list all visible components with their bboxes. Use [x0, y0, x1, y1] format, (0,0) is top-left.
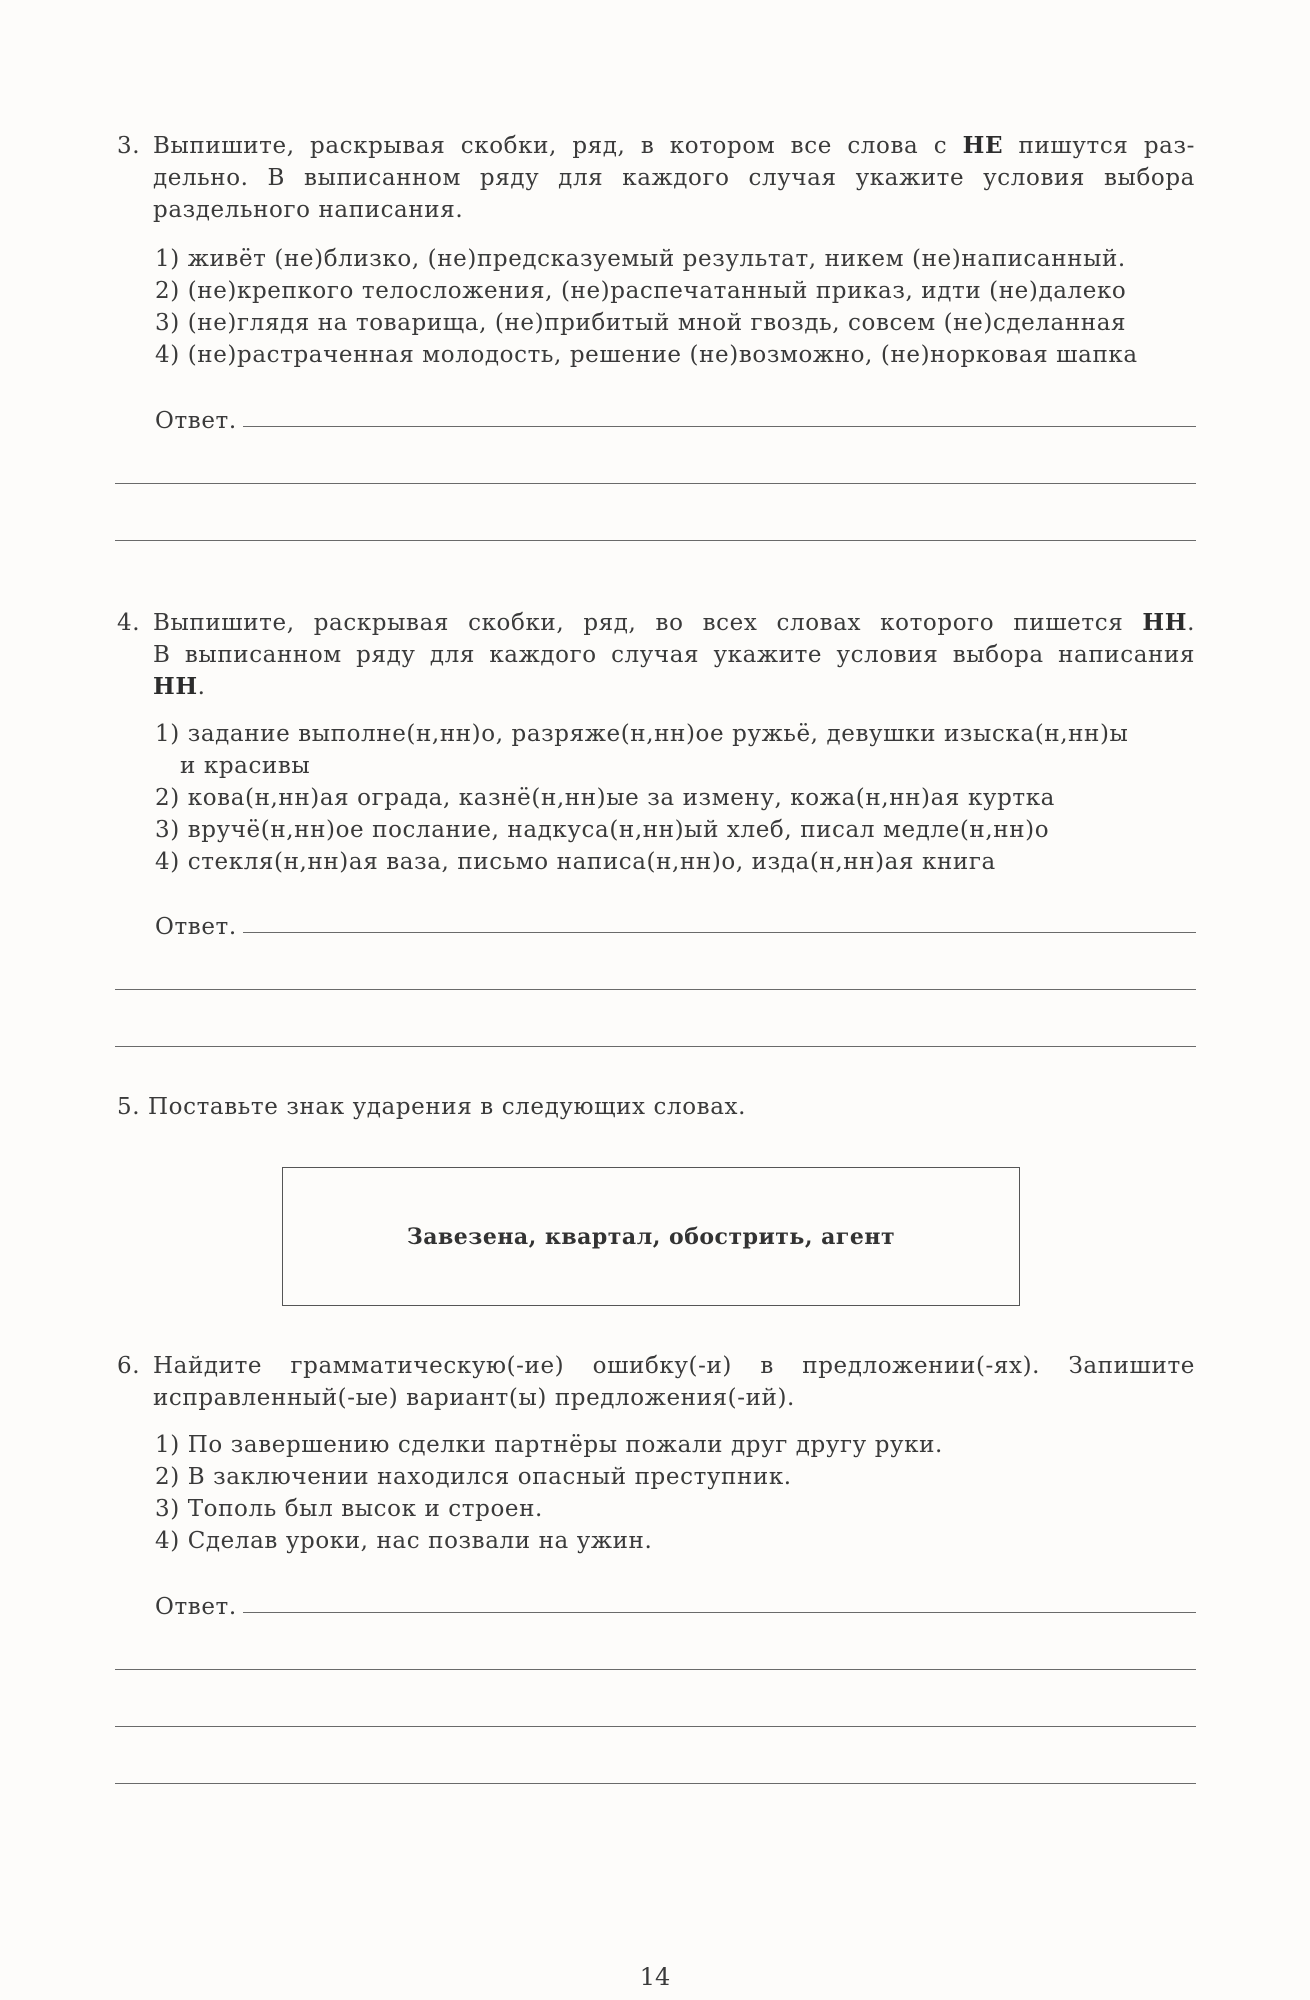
- task-3-answer-line-1[interactable]: [243, 426, 1196, 427]
- task-4-answer-label: Ответ.: [155, 914, 237, 940]
- task-3-option-2: 2) (не)крепкого телосложения, (не)распечатанный приказ, идти (не)далеко: [155, 278, 1127, 304]
- task-4-prompt-line-3: НН.: [153, 673, 206, 700]
- task-4-prompt-line-1: Выпишите, раскрывая скобки, ряд, во всех словах которого пишется НН.: [153, 609, 1195, 636]
- task-6-answer-line-1[interactable]: [243, 1612, 1196, 1613]
- task-6-answer-label: Ответ.: [155, 1594, 237, 1620]
- task-6-prompt-line-2: исправленный(-ые) вариант(ы) предложения(-ий).: [153, 1385, 795, 1411]
- task-4-option-1-cont: и красивы: [180, 753, 311, 779]
- task-5-number: 5.: [117, 1094, 141, 1120]
- task-4-answer-line-1[interactable]: [243, 932, 1196, 933]
- task-6-number: 6.: [117, 1353, 141, 1379]
- task-6-option-4: 4) Сделав уроки, нас позвали на ужин.: [155, 1528, 653, 1554]
- task-3-option-1: 1) живёт (не)близко, (не)предсказуемый результат, никем (не)написанный.: [155, 246, 1126, 272]
- stress-words: Завезена, квартал, обострить, агент: [406, 1223, 896, 1250]
- task-3-answer-label: Ответ.: [155, 408, 237, 434]
- task-4-option-4: 4) стекля(н,нн)ая ваза, письмо написа(н,нн)о, изда(н,нн)ая книга: [155, 849, 996, 875]
- page-number: 14: [639, 1963, 671, 1991]
- task-6-prompt-line-1: Найдите грамматическую(-ие) ошибку(-и) в предложении(-ях). Запишите: [153, 1353, 1195, 1379]
- task-6-option-3: 3) Тополь был высок и строен.: [155, 1496, 543, 1522]
- task-4-prompt-line-2: В выписанном ряду для каждого случая укажите условия выбора написания: [153, 642, 1195, 668]
- task-4-number: 4.: [117, 610, 141, 636]
- task-3-option-3: 3) (не)глядя на товарища, (не)прибитый мной гвоздь, совсем (не)сделанная: [155, 310, 1127, 336]
- stress-words-box: [282, 1167, 1020, 1306]
- task-4-answer-line-2[interactable]: [115, 989, 1196, 990]
- task-3-prompt-line-2: дельно. В выписанном ряду для каждого случая укажите условия выбора: [153, 165, 1195, 191]
- task-6-answer-line-3[interactable]: [115, 1726, 1196, 1727]
- task-4-answer-line-3[interactable]: [115, 1046, 1196, 1047]
- task-3-option-4: 4) (не)растраченная молодость, решение (не)возможно, (не)норковая шапка: [155, 342, 1138, 368]
- task-4-option-3: 3) вручё(н,нн)ое послание, надкуса(н,нн)ый хлеб, писал медле(н,нн)о: [155, 817, 1050, 843]
- task-3-answer-line-3[interactable]: [115, 540, 1196, 541]
- task-3-prompt-line-3: раздельного написания.: [153, 197, 464, 223]
- task-5-prompt: Поставьте знак ударения в следующих словах.: [148, 1094, 746, 1120]
- task-6-answer-line-2[interactable]: [115, 1669, 1196, 1670]
- task-6-option-1: 1) По завершению сделки партнёры пожали друг другу руки.: [155, 1432, 943, 1458]
- task-3-answer-line-2[interactable]: [115, 483, 1196, 484]
- task-4-option-1: 1) задание выполне(н,нн)о, разряже(н,нн)ое ружьё, девушки изыска(н,нн)ы: [155, 721, 1129, 747]
- task-3-number: 3.: [117, 133, 141, 159]
- task-4-option-2: 2) кова(н,нн)ая ограда, казнё(н,нн)ые за измену, кожа(н,нн)ая куртка: [155, 785, 1055, 811]
- task-3-prompt-line-1: Выпишите, раскрывая скобки, ряд, в котором все слова с НЕ пишутся раз-: [153, 132, 1195, 159]
- task-6-answer-line-4[interactable]: [115, 1783, 1196, 1784]
- task-6-option-2: 2) В заключении находился опасный преступник.: [155, 1464, 792, 1490]
